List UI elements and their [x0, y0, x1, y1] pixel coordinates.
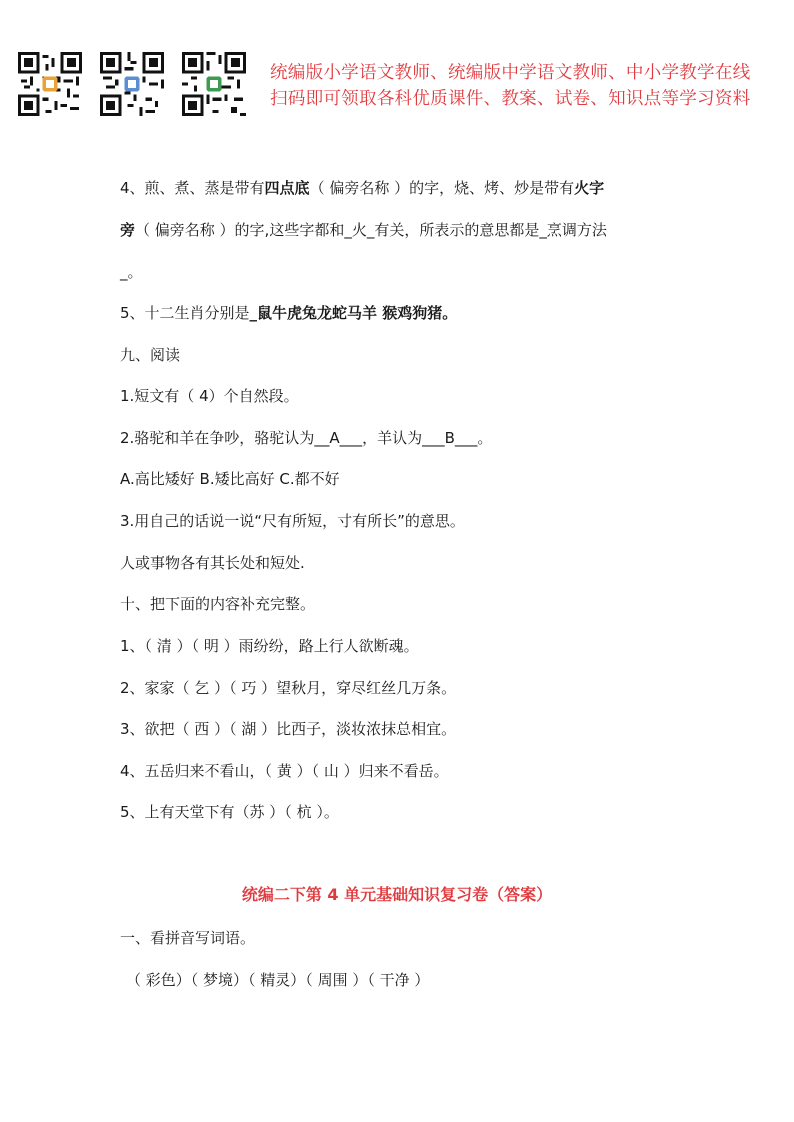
q5-answer: _鼠牛虎兔龙蛇马羊 猴鸡狗猪。 [249, 304, 458, 322]
promo-text [270, 60, 780, 112]
reading-q1: 1.短文有（ 4）个自然段。 [120, 387, 299, 405]
page-header [18, 52, 778, 120]
reading-options: A.高比矮好 B.矮比高好 C.都不好 [120, 470, 340, 488]
qr-code-3[interactable] [182, 52, 246, 116]
q4-text-a: 4、煎、煮、蒸是带有 [120, 179, 265, 197]
promo-line-2: 扫码即可领取各科优质课件、教案、试卷、知识点等学习资料 [270, 89, 751, 109]
promo-line-1: 统编版小学语文教师、统编版中学语文教师、中小学教学在线 [270, 63, 751, 83]
reading-q3: 3.用自己的话说一说“尺有所短，寸有所长”的意思。 [120, 512, 465, 530]
q5-line [120, 302, 457, 323]
reading-q2: 2.骆驼和羊在争吵，骆驼认为__A___，羊认为___B___。 [120, 429, 493, 447]
complete-item-4: 4、五岳归来不看山，（ 黄 ）（ 山 ）归来不看岳。 [120, 762, 449, 780]
complete-item-2: 2、家家（ 乞 ）（ 巧 ）望秋月，穿尽红丝几万条。 [120, 679, 457, 697]
q4-line-2 [120, 219, 607, 240]
complete-item-3: 3、欲把（ 西 ）（ 湖 ）比西子，淡妆浓抹总相宜。 [120, 720, 457, 738]
complete-item-5: 5、上有天堂下有（苏 ）（ 杭 ）。 [120, 803, 339, 821]
q4-answer-radical-1: 四点底 [264, 179, 310, 197]
complete-item-1: 1、（ 清 ）（ 明 ）雨纷纷，路上行人欲断魂。 [120, 637, 419, 655]
q4-text-f: （ 偏旁名称 ）的字,这些字都和_火_有关，所表示的意思都是_烹调方法 [135, 221, 607, 239]
unit4-section1-answers: （ 彩色）（ 梦境）（ 精灵）（ 周围 ）（ 干净 ） [126, 971, 430, 989]
qr-code-1[interactable] [18, 52, 82, 116]
reading-answer: 人或事物各有其长处和短处. [120, 554, 305, 572]
unit4-title: 统编二下第 4 单元基础知识复习卷（答案） [241, 885, 553, 904]
reading-title: 九、阅读 [120, 346, 181, 364]
q5-text: 5、十二生肖分别是 [120, 304, 250, 322]
unit4-section1-title: 一、看拼音写词语。 [120, 929, 256, 947]
q4-line-3: _。 [120, 263, 143, 281]
q4-line-1 [120, 177, 604, 198]
q4-answer-radical-2a: 火字 [574, 179, 605, 197]
q4-text-c: （ 偏旁名称 ）的字，烧、烤、炒是带有 [309, 179, 575, 197]
complete-title: 十、把下面的内容补充完整。 [120, 595, 316, 613]
q4-answer-radical-2b: 旁 [120, 221, 136, 239]
qr-code-2[interactable] [100, 52, 164, 116]
